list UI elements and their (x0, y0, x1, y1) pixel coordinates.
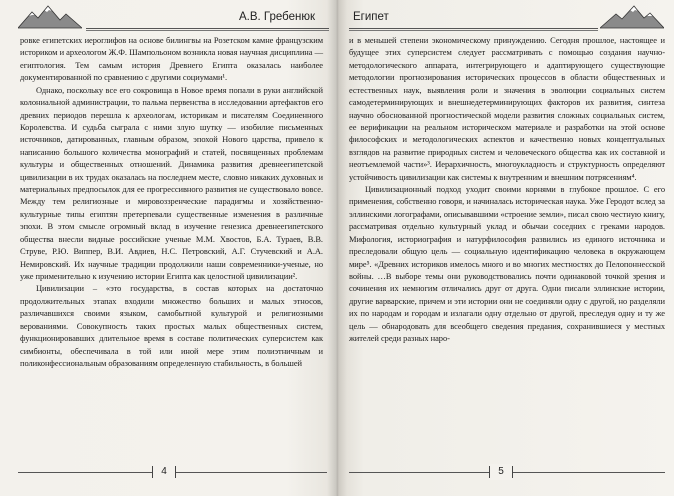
right-page-body (349, 34, 665, 345)
paragraph: Цивилизационный подход уходит своими корнями в глубокое прошлое. С его применения, собственно говоря, и начиналась историческая наука. Уже Геродот вслед за эллинскими логографами, описывавшими «строение земли», писал свою честную книгу, рассматривая отдельно культурный уклад и обычаи соседних с греками народов. Мифология, историография и натурфилософия развились из единого источника и преследовали общую цель — социальную идентификацию человека в окружающем мире⁵. «Древних историков имелось много и во многих местностях до Пелопоннесской войны. …В выборе темы они руководствовались почти одинаковой точкой зрения и сочинения их немногим отличались друг от друга. Одни писали эллинские истории, другие варварские, причем и эти истории они не соединяли одну с другой, но разделяли их по народам и городам и излагали одну отдельно от другой, преследуя одну и ту же цель — обнародовать для всеобщего сведения предания, сохранившиеся у местных жителей среди разных наро- (349, 184, 665, 344)
page-number: 5 (489, 464, 513, 480)
running-title: А.В. Гребенюк (238, 11, 315, 23)
header-rule-secondary (349, 30, 598, 31)
page-number: 4 (152, 464, 176, 480)
header-rule (349, 28, 598, 29)
header-rule-secondary (86, 30, 329, 31)
mountain-icon (18, 4, 82, 30)
paragraph: Цивилизации – «это государства, в состав которых на достаточно продолжительных этапах входили множество больших и малых этносов, различавшихся своими языком, самобытной культурой и религиозными верованиями. Совокупность таких простых малых общественных систем, функционировавших длительное время в составе политических суперсистем как симбионты, обеспечивала в той или иной мере этим полиэтничным и поликонфессиональным образованиям определенную стабильность, в большей (20, 283, 323, 368)
page-footer (18, 462, 327, 484)
header-rule (86, 28, 329, 29)
left-page-body (20, 34, 323, 369)
paragraph: ровке египетских иероглифов на основе билингвы на Розетском камне французским историком и археологом Ж.Ф. Шампольоном возникла новая научная дисциплина — египтология. Тем самым история Древнего Египта оказалась наиболее документированной по сравнению с другими социумами¹. (20, 35, 323, 83)
mountain-icon (600, 4, 664, 30)
right-page (337, 0, 674, 496)
paragraph: и в меньшей степени экономическому принуждению. Сегодня прошлое, настоящее и будущее этих суперсистем следует рассматривать с помощью создания научно-методологического аппарата, интегрирующего и адаптирующего существующие методологии прогнозирования исторических процессов в области общественных и естественных наук, выявления роли и значения в эволюции социальных систем самодетерминирующих и внешнедетерминирующих факторов их развития, синтеза научно обоснованной прогностической модели развития сложных социальных систем, ее верификации на реальном историческом материале и разработки на этой основе философских и методологических аспектов и качественно новых концептуальных взглядов на развитие природных систем и человеческого общества как их составной и неотъемлемой части»³. Иерархичность, многоукладность и структурность определяют устойчивость цивилизации как системы к внутренним и внешним потрясениям⁴. (349, 35, 665, 182)
page-footer (349, 462, 665, 484)
paragraph: Однако, поскольку все его сокровища в Новое время попали в руки английской колониальной администрации, то пальма первенства в исследовании артефактов его древних периодов перешла к археологам, историкам и писателям Соединенного Королевства. И судьба сыграла с ними злую шутку — изобилие письменных источников, датированных, главным образом, эпохой Нового царства, привело к написанию большого количества монографий и статей, посвященных проблемам культуры и общественных отношений. Динамика развития древнеегипетской цивилизации в их трудах оказалась на последнем месте, словно никаких духовных и материальных предпосылок для ее прогрессивного развития не существовало вовсе. Между тем религиозные и мировоззренческие парадигмы и хозяйственно-культурные типы египтян претерпевали существенные изменения в различные эпохи. В этом смысле огромный вклад в изучение генезиса древнеегипетского общества внесли видные российские ученые М.М. Хвостов, Б.А. Тураев, В.В. Струве, Р.Ю. Виппер, В.И. Авдиев, Н.С. Петровский, А.Г. Стучевский и А.А. Немировский. Их научные традиции продолжили наши современники-ученые, но уже применительно к изучению истории Египта как целостной цивилизации². (20, 84, 323, 282)
running-title: Египет (353, 11, 389, 23)
